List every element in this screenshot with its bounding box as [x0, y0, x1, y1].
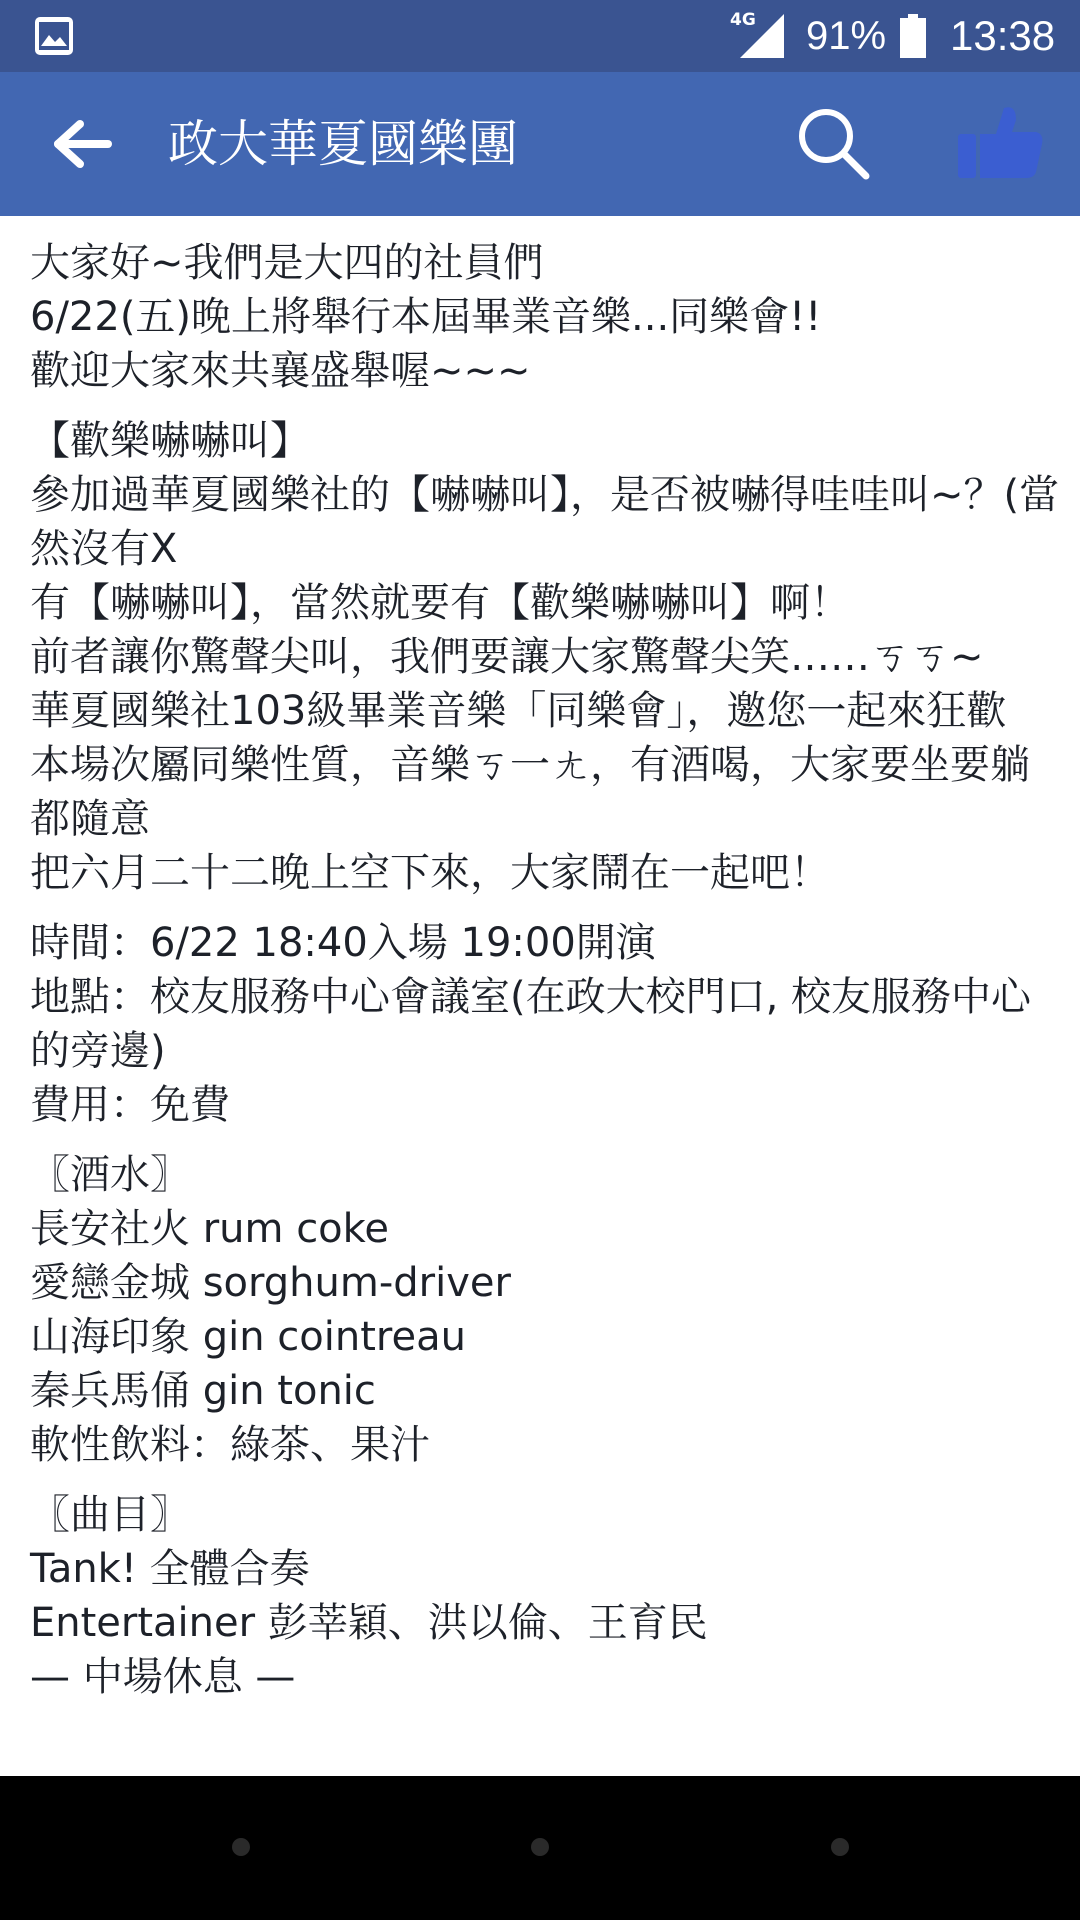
- back-nav-button[interactable]: [232, 1838, 250, 1856]
- event-location: 地點：校友服務中心會議室(在政大校門口, 校友服務中心的旁邊): [30, 974, 1032, 1074]
- back-arrow-icon[interactable]: [48, 112, 118, 176]
- post-body: [30, 236, 1060, 1720]
- drinks-paragraph: [30, 1148, 1060, 1472]
- post-line: 【歡樂嚇嚇叫】: [30, 418, 310, 464]
- clock: 13:38: [950, 12, 1056, 59]
- app-bar: [0, 72, 1080, 216]
- event-details-paragraph: [30, 916, 1060, 1132]
- post-line: 把六月二十二晚上空下來，大家鬧在一起吧！: [30, 850, 830, 896]
- recents-nav-button[interactable]: [831, 1838, 849, 1856]
- search-icon[interactable]: [796, 106, 872, 182]
- program-paragraph: [30, 1488, 1060, 1704]
- post-line: 歡迎大家來共襄盛舉喔~~~: [30, 348, 531, 394]
- status-bar: [0, 0, 1080, 72]
- drink-item: 長安社火 rum coke: [30, 1206, 390, 1252]
- drink-item: 軟性飲料：綠茶、果汁: [30, 1422, 430, 1468]
- battery-percent: 91%: [806, 14, 887, 58]
- signal-icon: [728, 10, 786, 58]
- post-line: 6/22(五)晚上將舉行本屆畢業音樂...同樂會!!: [30, 294, 822, 340]
- program-heading: 〖曲目〗: [30, 1492, 190, 1538]
- drinks-heading: 〖酒水〗: [30, 1152, 190, 1198]
- event-fee: 費用：免費: [30, 1082, 230, 1128]
- drink-item: 山海印象 gin cointreau: [30, 1314, 466, 1360]
- post-line: 有【嚇嚇叫】，當然就要有【歡樂嚇嚇叫】啊！: [30, 580, 850, 626]
- network-type-label: 4G: [730, 10, 756, 30]
- event-description-paragraph: [30, 414, 1060, 900]
- program-item: — 中場休息 —: [30, 1654, 296, 1700]
- page-title: 政大華夏國樂團: [168, 115, 518, 173]
- home-nav-button[interactable]: [531, 1838, 549, 1856]
- drink-item: 秦兵馬俑 gin tonic: [30, 1368, 376, 1414]
- post-line: 前者讓你驚聲尖叫，我們要讓大家驚聲尖笑……ㄎㄎ~: [30, 634, 984, 680]
- intro-paragraph: [30, 236, 1060, 398]
- event-time: 時間：6/22 18:40入場 19:00開演: [30, 920, 656, 966]
- program-item: Tank! 全體合奏: [30, 1546, 310, 1592]
- post-line: 華夏國樂社103級畢業音樂「同樂會」，邀您一起來狂歡: [30, 688, 1007, 734]
- drink-item: 愛戀金城 sorghum-driver: [30, 1260, 511, 1306]
- post-line: 大家好~我們是大四的社員們: [30, 240, 544, 286]
- post-line: 參加過華夏國樂社的【嚇嚇叫】，是否被嚇得哇哇叫~？(當然沒有X: [30, 472, 1060, 572]
- photo-icon: [34, 16, 74, 56]
- program-item: Entertainer 彭莘穎、洪以倫、王育民: [30, 1600, 708, 1646]
- post-line: 本場次屬同樂性質，音樂ㄎ一ㄤ，有酒喝，大家要坐要躺都隨意: [30, 742, 1030, 842]
- battery-icon: [900, 14, 926, 58]
- like-thumb-icon[interactable]: [956, 102, 1044, 182]
